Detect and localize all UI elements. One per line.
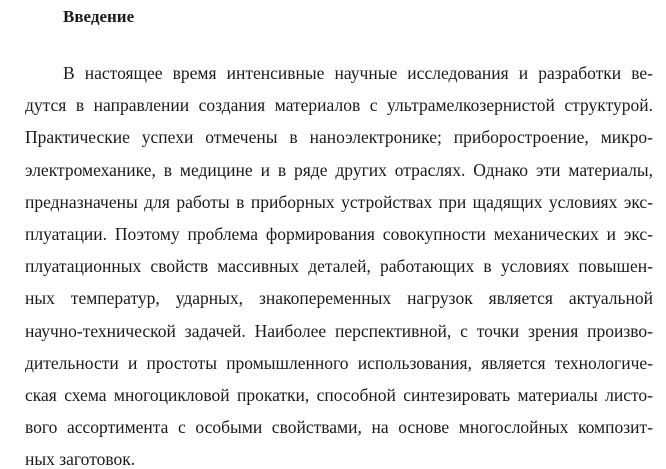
- paragraph-line: В настоящее время интенсивные научные исследования и разработки ве-: [63, 63, 653, 83]
- paragraph-line: электромеханике, в медицине и в ряде других отраслях. Однако эти материалы,: [25, 159, 653, 180]
- section-heading: Введение: [63, 7, 135, 26]
- paragraph-line: плуатационных свойств массивных деталей, работающих в условиях повышен-: [25, 256, 653, 277]
- paragraph-line: вого ассортимента с особыми свойствами, на основе многослойных композит-: [25, 417, 653, 438]
- paragraph-line-last: ных заготовок.: [25, 449, 136, 469]
- paragraph-line: дутся в направлении создания материалов с ультрамелкозернистой структурой.: [25, 95, 653, 116]
- paragraph-line: предназначены для работы в приборных устройствах при щадящих условиях экс-: [25, 191, 653, 212]
- paragraph-line: плуатации. Поэтому проблема формирования совокупности механических и экс-: [25, 224, 653, 244]
- paragraph-line: научно-технической задачей. Наиболее перспективной, с точки зрения произво-: [25, 320, 653, 341]
- paragraph-line: Практические успехи отмечены в наноэлектронике; приборостроение, микро-: [25, 127, 653, 148]
- paragraph-line: ская схема многоцикловой прокатки, способной синтезировать материалы листо-: [25, 385, 653, 405]
- paragraph-line: дительности и простоты промышленного использования, является технологиче-: [25, 352, 653, 373]
- paragraph-line: ных температур, ударных, знакопеременных нагрузок является актуальной: [25, 288, 653, 309]
